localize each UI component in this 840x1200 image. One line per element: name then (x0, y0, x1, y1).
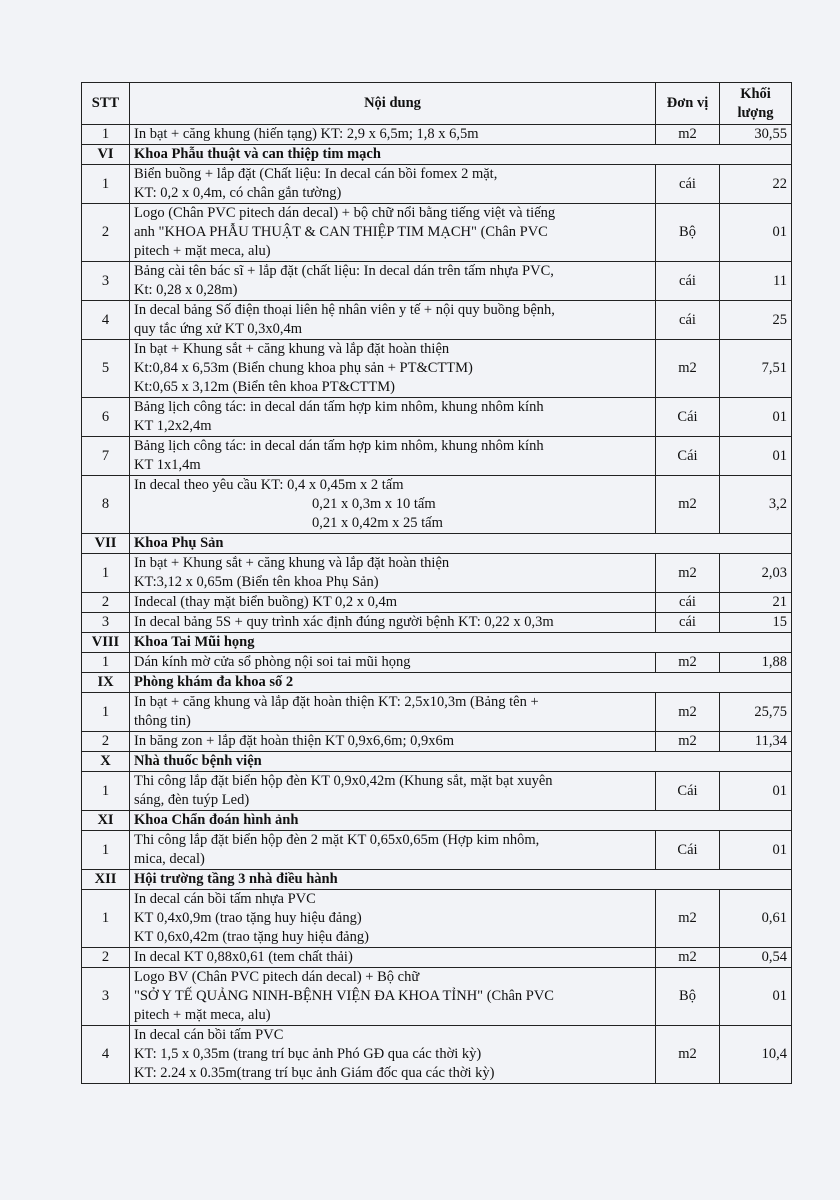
row-content (130, 1026, 656, 1084)
row-qty: 0,61 (720, 890, 792, 948)
table-row (82, 476, 792, 534)
row-unit: m2 (656, 554, 720, 593)
content-line: In bạt + Khung sắt + căng khung và lắp đặt hoàn thiện (134, 341, 450, 357)
content-line: In bạt + căng khung và lắp đặt hoàn thiện KT: 2,5x10,3m (Bảng tên + (134, 694, 539, 710)
row-unit: cái (656, 593, 720, 613)
row-unit: m2 (656, 1026, 720, 1084)
row-stt: 4 (82, 1026, 130, 1084)
row-qty: 01 (720, 831, 792, 870)
row-qty: 2,03 (720, 554, 792, 593)
row-stt: VII (82, 534, 130, 554)
row-stt: XI (82, 811, 130, 831)
content-line: In decal cán bồi tấm nhựa PVC (134, 891, 316, 907)
table-row (82, 554, 792, 593)
row-stt: 2 (82, 204, 130, 262)
header-content: Nội dung (130, 83, 656, 125)
content-line: thông tin) (134, 713, 191, 729)
row-stt: 1 (82, 693, 130, 732)
content-line: Thi công lắp đặt biển hộp đèn KT 0,9x0,42m (Khung sắt, mặt bạt xuyên (134, 773, 553, 789)
row-content (130, 593, 656, 613)
row-stt: 1 (82, 125, 130, 145)
row-qty: 01 (720, 437, 792, 476)
content-line: Bảng cài tên bác sĩ + lắp đặt (chất liệu: In decal dán trên tấm nhựa PVC, (134, 263, 554, 279)
content-line: In decal cán bồi tấm PVC (134, 1027, 284, 1043)
row-unit: Cái (656, 772, 720, 811)
section-row (82, 145, 792, 165)
content-line: Bảng lịch công tác: in decal dán tấm hợp kim nhôm, khung nhôm kính (134, 438, 544, 454)
content-line: Logo BV (Chân PVC pitech dán decal) + Bộ chữ (134, 969, 420, 985)
row-qty: 7,51 (720, 340, 792, 398)
row-unit: m2 (656, 340, 720, 398)
row-content (130, 165, 656, 204)
row-stt: 7 (82, 437, 130, 476)
row-qty: 22 (720, 165, 792, 204)
content-line: In bạt + căng khung (hiến tạng) KT: 2,9 x 6,5m; 1,8 x 6,5m (134, 126, 479, 142)
section-row (82, 673, 792, 693)
content-line: Logo (Chân PVC pitech dán decal) + bộ chữ nổi bằng tiếng việt và tiếng (134, 205, 556, 221)
section-title: Nhà thuốc bệnh viện (130, 752, 792, 772)
table-body (82, 125, 792, 1084)
section-title: Khoa Tai Mũi họng (130, 633, 792, 653)
content-line: anh "KHOA PHẪU THUẬT & CAN THIỆP TIM MẠCH" (Chân PVC (134, 224, 548, 240)
row-unit: Bộ (656, 968, 720, 1026)
table-row (82, 653, 792, 673)
table-row (82, 437, 792, 476)
row-qty: 01 (720, 204, 792, 262)
content-line: Kt: 0,28 x 0,28m) (134, 282, 238, 298)
row-content (130, 968, 656, 1026)
content-line: Kt:0,65 x 3,12m (Biển tên khoa PT&CTTM) (134, 379, 395, 395)
section-row (82, 534, 792, 554)
section-row (82, 811, 792, 831)
row-qty: 01 (720, 398, 792, 437)
content-line: In decal bảng Số điện thoại liên hệ nhân viên y tế + nội quy buồng bệnh, (134, 302, 555, 318)
row-content (130, 125, 656, 145)
quantity-table (81, 82, 792, 1084)
row-unit: m2 (656, 693, 720, 732)
table-row (82, 693, 792, 732)
row-content (130, 948, 656, 968)
row-stt: VIII (82, 633, 130, 653)
row-unit: Bộ (656, 204, 720, 262)
row-unit: cái (656, 301, 720, 340)
table-row (82, 613, 792, 633)
row-unit: m2 (656, 125, 720, 145)
row-unit: m2 (656, 476, 720, 534)
table-row (82, 340, 792, 398)
content-line: sáng, đèn tuýp Led) (134, 792, 250, 808)
row-content (130, 653, 656, 673)
row-content (130, 554, 656, 593)
table-row (82, 732, 792, 752)
row-qty: 0,54 (720, 948, 792, 968)
section-row (82, 633, 792, 653)
content-line: Indecal (thay mặt biển buồng) KT 0,2 x 0,4m (134, 594, 398, 610)
row-stt: 1 (82, 831, 130, 870)
content-line: In bạt + Khung sắt + căng khung và lắp đặt hoàn thiện (134, 555, 450, 571)
row-qty: 01 (720, 772, 792, 811)
table-row (82, 948, 792, 968)
content-line: In decal theo yêu cầu KT: 0,4 x 0,45m x 2 tấm (134, 477, 404, 493)
row-stt: 2 (82, 593, 130, 613)
content-line: pitech + mặt meca, alu) (134, 1007, 271, 1023)
table-row (82, 204, 792, 262)
row-qty: 10,4 (720, 1026, 792, 1084)
table-row (82, 262, 792, 301)
row-content (130, 476, 656, 534)
row-content (130, 262, 656, 301)
row-qty: 21 (720, 593, 792, 613)
section-title: Phòng khám đa khoa số 2 (130, 673, 792, 693)
row-stt: 6 (82, 398, 130, 437)
content-line: KT 0,4x0,9m (trao tặng huy hiệu đảng) (134, 910, 362, 926)
table-row (82, 125, 792, 145)
row-unit: cái (656, 165, 720, 204)
content-line: KT: 0,2 x 0,4m, có chân gắn tường) (134, 185, 342, 201)
row-stt: 2 (82, 732, 130, 752)
table-row (82, 772, 792, 811)
row-stt: 1 (82, 554, 130, 593)
row-unit: m2 (656, 890, 720, 948)
row-content (130, 831, 656, 870)
row-unit: Cái (656, 831, 720, 870)
row-stt: 1 (82, 653, 130, 673)
row-stt: XII (82, 870, 130, 890)
row-content (130, 890, 656, 948)
row-qty: 25,75 (720, 693, 792, 732)
row-content (130, 772, 656, 811)
row-content (130, 398, 656, 437)
table-header-row (82, 83, 792, 125)
row-qty: 1,88 (720, 653, 792, 673)
row-qty: 25 (720, 301, 792, 340)
content-line: Kt:0,84 x 6,53m (Biển chung khoa phụ sản + PT&CTTM) (134, 360, 473, 376)
row-unit: m2 (656, 653, 720, 673)
row-stt: 4 (82, 301, 130, 340)
row-stt: 3 (82, 968, 130, 1026)
table-row (82, 165, 792, 204)
row-qty: 30,55 (720, 125, 792, 145)
content-line: pitech + mặt meca, alu) (134, 243, 271, 259)
header-qty: Khối lượng (720, 83, 792, 125)
row-stt: X (82, 752, 130, 772)
row-stt: 3 (82, 613, 130, 633)
content-line: Dán kính mờ cửa sổ phòng nội soi tai mũi họng (134, 654, 411, 670)
content-line: quy tắc ứng xử KT 0,3x0,4m (134, 321, 303, 337)
section-title: Hội trường tầng 3 nhà điều hành (130, 870, 792, 890)
content-line: KT: 1,5 x 0,35m (trang trí bục ảnh Phó GĐ qua các thời kỳ) (134, 1046, 482, 1062)
table-row (82, 1026, 792, 1084)
row-unit: cái (656, 262, 720, 301)
row-qty: 01 (720, 968, 792, 1026)
row-content (130, 732, 656, 752)
content-line: In băng zon + lắp đặt hoàn thiện KT 0,9x6,6m; 0,9x6m (134, 733, 455, 749)
row-stt: 8 (82, 476, 130, 534)
content-line: KT 0,6x0,42m (trao tặng huy hiệu đảng) (134, 929, 369, 945)
table-row (82, 398, 792, 437)
row-stt: VI (82, 145, 130, 165)
content-line: Thi công lắp đặt biển hộp đèn 2 mặt KT 0,65x0,65m (Hợp kim nhôm, (134, 832, 540, 848)
row-stt: 3 (82, 262, 130, 301)
row-content (130, 437, 656, 476)
row-content (130, 693, 656, 732)
row-qty: 3,2 (720, 476, 792, 534)
row-qty: 15 (720, 613, 792, 633)
row-stt: 1 (82, 772, 130, 811)
section-title: Khoa Phụ Sản (130, 534, 792, 554)
row-unit: m2 (656, 732, 720, 752)
row-stt: 1 (82, 890, 130, 948)
content-line: In decal KT 0,88x0,61 (tem chất thải) (134, 949, 353, 965)
content-line: Biển buồng + lắp đặt (Chất liệu: In decal cán bồi fomex 2 mặt, (134, 166, 498, 182)
row-unit: Cái (656, 398, 720, 437)
row-qty: 11,34 (720, 732, 792, 752)
row-stt: 1 (82, 165, 130, 204)
content-line: Bảng lịch công tác: in decal dán tấm hợp kim nhôm, khung nhôm kính (134, 399, 544, 415)
content-line: 0,21 x 0,42m x 25 tấm (312, 515, 443, 531)
row-qty: 11 (720, 262, 792, 301)
row-content (130, 204, 656, 262)
content-line: KT 1,2x2,4m (134, 418, 212, 434)
section-row (82, 752, 792, 772)
row-unit: Cái (656, 437, 720, 476)
content-line: "SỞ Y TẾ QUẢNG NINH-BỆNH VIỆN ĐA KHOA TỈNH" (Chân PVC (134, 988, 554, 1004)
row-stt: 5 (82, 340, 130, 398)
table-row (82, 831, 792, 870)
header-unit: Đơn vị (656, 83, 720, 125)
row-stt: IX (82, 673, 130, 693)
section-title: Khoa Phẫu thuật và can thiệp tim mạch (130, 145, 792, 165)
row-unit: m2 (656, 948, 720, 968)
table-row (82, 968, 792, 1026)
content-line: KT 1x1,4m (134, 457, 201, 473)
content-line: In decal bảng 5S + quy trình xác định đúng người bệnh KT: 0,22 x 0,3m (134, 614, 554, 630)
table-row (82, 593, 792, 613)
content-line: KT: 2.24 x 0.35m(trang trí bục ảnh Giám đốc qua các thời kỳ) (134, 1065, 495, 1081)
section-row (82, 870, 792, 890)
row-content (130, 301, 656, 340)
content-line: KT:3,12 x 0,65m (Biển tên khoa Phụ Sản) (134, 574, 379, 590)
content-line: mica, decal) (134, 851, 205, 867)
row-content (130, 613, 656, 633)
content-line: 0,21 x 0,3m x 10 tấm (312, 496, 436, 512)
table-row (82, 301, 792, 340)
table-row (82, 890, 792, 948)
header-stt: STT (82, 83, 130, 125)
row-unit: cái (656, 613, 720, 633)
row-stt: 2 (82, 948, 130, 968)
row-content (130, 340, 656, 398)
section-title: Khoa Chẩn đoán hình ảnh (130, 811, 792, 831)
